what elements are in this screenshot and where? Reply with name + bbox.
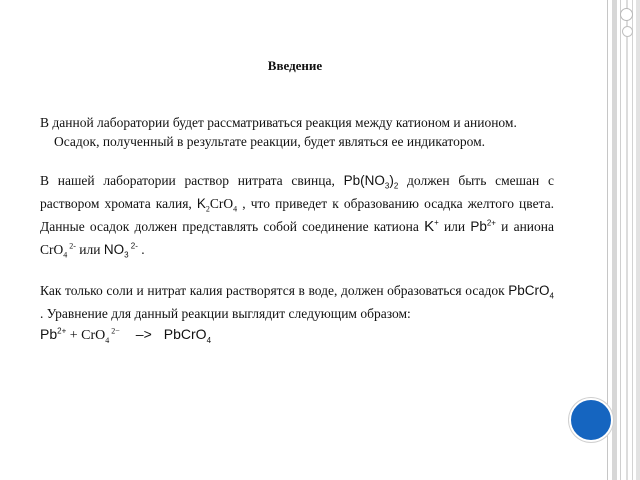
paragraph-precipitate: Как только соли и нитрат калия растворятся в воде, должен образоваться осадок PbCrO$_4$ . Уравнение для данный реакции выглядит следующим образом: (40, 283, 554, 321)
ion-potassium: K+ (424, 218, 439, 235)
decor-circle-icon (620, 8, 633, 21)
decor-stripe (632, 0, 633, 480)
formula-lead-chromate: PbCrO$_4$ (508, 283, 554, 301)
paragraph-reagents: В нашей лаборатории раствор нитрата свинца, $Pb(NO_3)_2$ должен быть смешан с раствором хромата калия, $K_2CrO_4$ , что приведет к образованию осадка желтого цвета. Данные осадок должен представлять собой соединение катиона K+ или $Pb^{2+}$ и аниона CrO$_4$ $^{2-}$ или $NO_3$ $^{2-}$ . (40, 173, 555, 260)
ion-nitrate: $NO_3$ $^{2-}$ (103, 241, 138, 260)
reaction-arrow: –> (135, 326, 152, 342)
slide-body (40, 114, 554, 346)
ion-lead: $Pb^{2+}$ (470, 218, 496, 234)
blue-circle-icon (569, 398, 613, 442)
slide-title: Введение (267, 58, 323, 73)
decor-stripe (620, 0, 621, 480)
decor-circle-icon (622, 26, 633, 37)
decor-stripe (636, 0, 640, 480)
reaction-equation: $Pb^{2+} + CrO_4$ $^{2-}$ –> PbCrO$_4$ (40, 326, 212, 345)
paragraph-indicator: Осадок, полученный в результате реакции, будет являться ее индикатором. (54, 133, 486, 149)
decor-stripe (626, 0, 628, 480)
formula-lead-nitrate: $Pb(NO_3)_2$ (343, 173, 399, 191)
formula-potassium-chromate: $K_2CrO_4$ (196, 196, 238, 214)
paragraph-intro: В данной лаборатории будет рассматриваться реакция между катионом и анионом. (40, 115, 517, 130)
ion-chromate: CrO$_4$ $^{2-}$ (40, 241, 76, 260)
equation-chromate-ion: CrO$_4$ $^{2-}$ (81, 326, 120, 345)
decor-stripe (612, 0, 617, 480)
equation-product: PbCrO$_4$ (163, 326, 212, 345)
equation-lead-ion: $Pb^{2+}$ (40, 326, 67, 342)
